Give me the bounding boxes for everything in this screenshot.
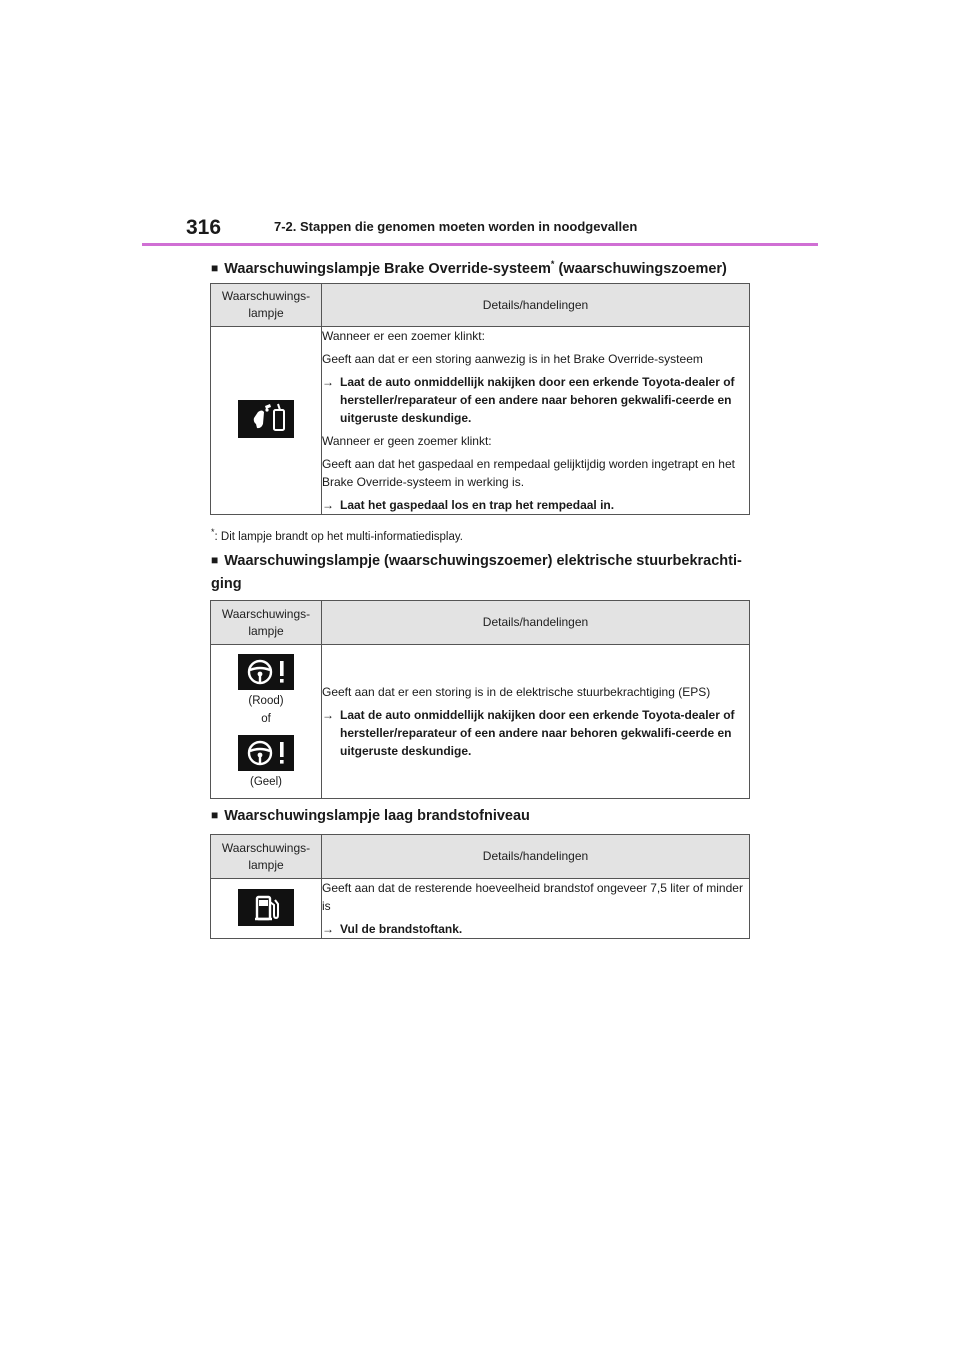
arrow-icon: → bbox=[322, 708, 334, 722]
action-item bbox=[322, 373, 749, 427]
footnote bbox=[211, 527, 463, 543]
section-heading-eps bbox=[211, 549, 756, 596]
lamp-cell bbox=[211, 879, 322, 939]
eps-table bbox=[210, 600, 750, 799]
col-header-details: Details/handelingen bbox=[322, 835, 750, 879]
action-item bbox=[322, 920, 749, 938]
section-title: Waarschuwingslampje (waarschuwingszoemer) elektrische stuurbekrachti-ging bbox=[211, 553, 742, 592]
action-text: Laat de auto onmiddellijk nakijken door een erkende Toyota-dealer of hersteller/reparateur of een andere naar behoren gekwalifi-ceerde en uitgeruste deskundige. bbox=[340, 708, 735, 758]
detail-text: Geeft aan dat er een storing is in de elektrische stuurbekrachtiging (EPS) bbox=[322, 685, 711, 699]
footnote-marker: * bbox=[211, 527, 215, 537]
table-header-row bbox=[211, 601, 750, 645]
page-header bbox=[142, 214, 818, 248]
footnote-text: : Dit lampje brandt op het multi-informatiedisplay. bbox=[214, 530, 463, 543]
fuel-table bbox=[210, 834, 750, 939]
col-header-details: Details/handelingen bbox=[322, 284, 750, 327]
detail-text: Geeft aan dat het gaspedaal en rempedaal gelijktijdig worden ingetrapt en het Brake Override-systeem in werking is. bbox=[322, 457, 735, 489]
table-row bbox=[211, 645, 750, 799]
steering-warning-icon bbox=[238, 735, 294, 771]
steering-warning-icon bbox=[238, 654, 294, 690]
brake-override-table bbox=[210, 283, 750, 515]
section-title: Waarschuwingslampje Brake Override-systeem bbox=[224, 260, 551, 277]
chapter-title: 7-2. Stappen die genomen moeten worden in noodgevallen bbox=[274, 219, 638, 234]
bullet-icon: ■ bbox=[211, 808, 219, 822]
table-row bbox=[211, 327, 750, 515]
col-header-lamp: Waarschuwings-lampje bbox=[211, 601, 322, 645]
lamp-label-red: (Rood) bbox=[248, 695, 284, 707]
arrow-icon: → bbox=[322, 375, 334, 389]
section-heading-fuel bbox=[211, 804, 756, 828]
asterisk-marker: * bbox=[550, 259, 555, 269]
header-rule bbox=[142, 243, 818, 246]
table-header-row bbox=[211, 835, 750, 879]
detail-text: Geeft aan dat de resterende hoeveelheid brandstof ongeveer 7,5 liter of minder is bbox=[322, 881, 743, 913]
details-cell bbox=[322, 879, 750, 939]
col-header-details: Details/handelingen bbox=[322, 601, 750, 645]
action-item bbox=[322, 496, 749, 514]
action-text: Vul de brandstoftank. bbox=[340, 922, 463, 936]
col-header-lamp: Waarschuwings-lampje bbox=[211, 835, 322, 879]
table-row bbox=[211, 879, 750, 939]
bullet-icon: ■ bbox=[211, 553, 219, 567]
detail-text: Wanneer er geen zoemer klinkt: bbox=[322, 434, 492, 448]
arrow-icon: → bbox=[322, 922, 334, 936]
col-header-lamp: Waarschuwings-lampje bbox=[211, 284, 322, 327]
lamp-or-label: of bbox=[261, 713, 271, 725]
lamp-cell bbox=[211, 327, 322, 515]
action-item bbox=[322, 706, 749, 760]
section-title: Waarschuwingslampje laag brandstofniveau bbox=[224, 808, 530, 824]
table-header-row bbox=[211, 284, 750, 327]
section-title-suffix: (waarschuwingszoemer) bbox=[558, 260, 727, 277]
page-number: 316 bbox=[186, 216, 222, 239]
brake-override-icon bbox=[238, 400, 294, 438]
section-heading-brake-override bbox=[211, 253, 756, 281]
detail-text: Wanneer er een zoemer klinkt: bbox=[322, 329, 485, 343]
lamp-cell bbox=[211, 645, 322, 799]
details-cell bbox=[322, 327, 750, 515]
details-cell bbox=[322, 645, 750, 799]
arrow-icon: → bbox=[322, 498, 334, 512]
action-text: Laat het gaspedaal los en trap het rempedaal in. bbox=[340, 498, 615, 512]
detail-text: Geeft aan dat er een storing aanwezig is in het Brake Override-systeem bbox=[322, 352, 703, 366]
action-text: Laat de auto onmiddellijk nakijken door een erkende Toyota-dealer of hersteller/reparateur of een andere naar behoren gekwalifi-ceerde en uitgeruste deskundige. bbox=[340, 375, 735, 425]
fuel-pump-icon bbox=[238, 889, 294, 926]
lamp-label-yellow: (Geel) bbox=[250, 776, 282, 788]
bullet-icon: ■ bbox=[211, 260, 219, 275]
